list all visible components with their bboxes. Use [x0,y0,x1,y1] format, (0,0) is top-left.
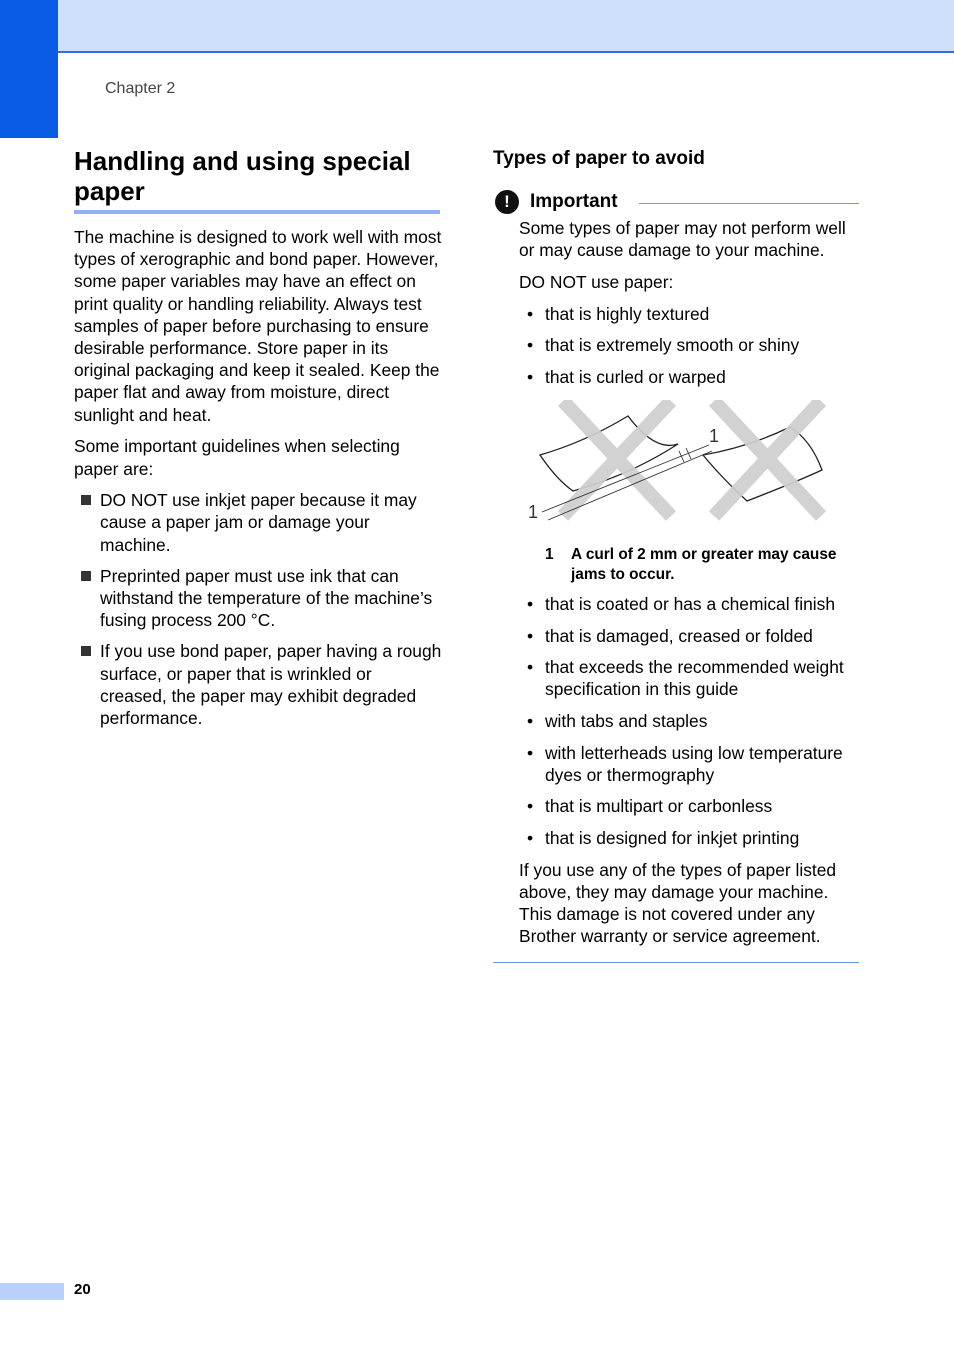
bullet-icon: • [527,742,534,763]
curled-paper-illustration [519,400,861,532]
list-item [519,656,861,700]
subsection-title: Types of paper to avoid [493,148,705,169]
list-item-text: that is coated or has a chemical finish [545,594,835,614]
list-item-text: that is curled or warped [545,366,726,387]
list-item [519,795,861,817]
avoid-list-b [519,593,861,849]
list-item [519,366,861,388]
list-item [519,625,861,647]
square-bullet-icon [81,495,91,505]
list-item-text: that is highly textured [545,303,710,324]
important-rule [639,203,859,204]
bullet-icon: • [527,827,534,848]
bullet-icon: • [527,657,534,678]
caption-text: A curl of 2 mm or greater may cause jams to occur. [571,546,837,583]
list-item-text: that exceeds the recommended weight specification in this guide [545,657,844,700]
important-header [493,190,859,218]
bullet-icon: • [527,335,534,356]
list-item [519,710,861,732]
figure-caption [519,545,861,585]
guidelines-intro: Some important guidelines when selecting paper are: [74,436,400,479]
title-underline [74,210,440,214]
intro-paragraph: The machine is designed to work well with most types of xerographic and bond paper. However, some paper variables may have an effect on print quality or handling reliability. Always test samples of paper before purchasing to ensure desirable performance. Store paper in its original packaging and keep it sealed. Keep the paper flat and away from moisture, direct sunlight and heat. [74,227,442,425]
important-text: Some types of paper may not perform well or may cause damage to your machine. [519,218,846,261]
guidelines-list [74,489,442,729]
callout-label-left: 1 [528,502,539,522]
chapter-tab [0,0,58,138]
section-title: Handling and using special paper [74,146,411,206]
list-item [74,489,442,556]
square-bullet-icon [81,646,91,656]
list-item-text: that is extremely smooth or shiny [545,335,800,356]
bullet-icon: • [527,594,534,614]
important-end-rule [493,962,859,963]
header-band [0,0,954,53]
closing-paragraph: If you use any of the types of paper listed above, they may damage your machine. This damage is not covered under any Brother warranty or service agreement. [519,859,837,947]
caption-number: 1 [545,546,554,563]
list-item-text: If you use bond paper, paper having a rough surface, or paper that is wrinkled or creased, the paper may exhibit degraded performance. [100,641,442,729]
list-item-text: with letterheads using low temperature dyes or thermography [545,742,843,785]
important-label: Important [530,191,618,212]
bullet-icon: • [527,796,534,817]
list-item-text: with tabs and staples [545,710,708,731]
bullet-icon: • [527,625,534,646]
list-item-text: that is designed for inkjet printing [545,827,800,848]
list-item-text: Preprinted paper must use ink that can withstand the temperature of the machine’s fusing process 200 °C. [100,565,433,631]
callout-label-right: 1 [709,426,720,446]
list-item-text: DO NOT use inkjet paper because it may cause a paper jam or damage your machine. [100,490,417,555]
list-item-text: that is damaged, creased or folded [545,625,813,646]
bullet-icon: • [527,710,534,731]
list-item [519,827,861,849]
page-number: 20 [74,1281,91,1298]
list-item [519,334,861,356]
list-item [74,565,442,632]
curled-paper-figure [519,400,861,532]
list-item [519,593,861,615]
list-item [519,742,861,786]
exclamation-icon: ! [495,190,519,214]
bullet-icon: • [527,366,534,387]
chapter-label: Chapter 2 [105,80,176,97]
do-not-label: DO NOT use paper: [519,271,674,292]
list-item-text: that is multipart or carbonless [545,796,773,817]
important-body [519,217,861,957]
list-item [74,640,442,729]
avoid-list-a [519,303,861,388]
bullet-icon: • [527,303,534,324]
left-column [74,226,442,738]
list-item [519,303,861,325]
square-bullet-icon [81,571,91,581]
footer-tab [0,1283,64,1300]
